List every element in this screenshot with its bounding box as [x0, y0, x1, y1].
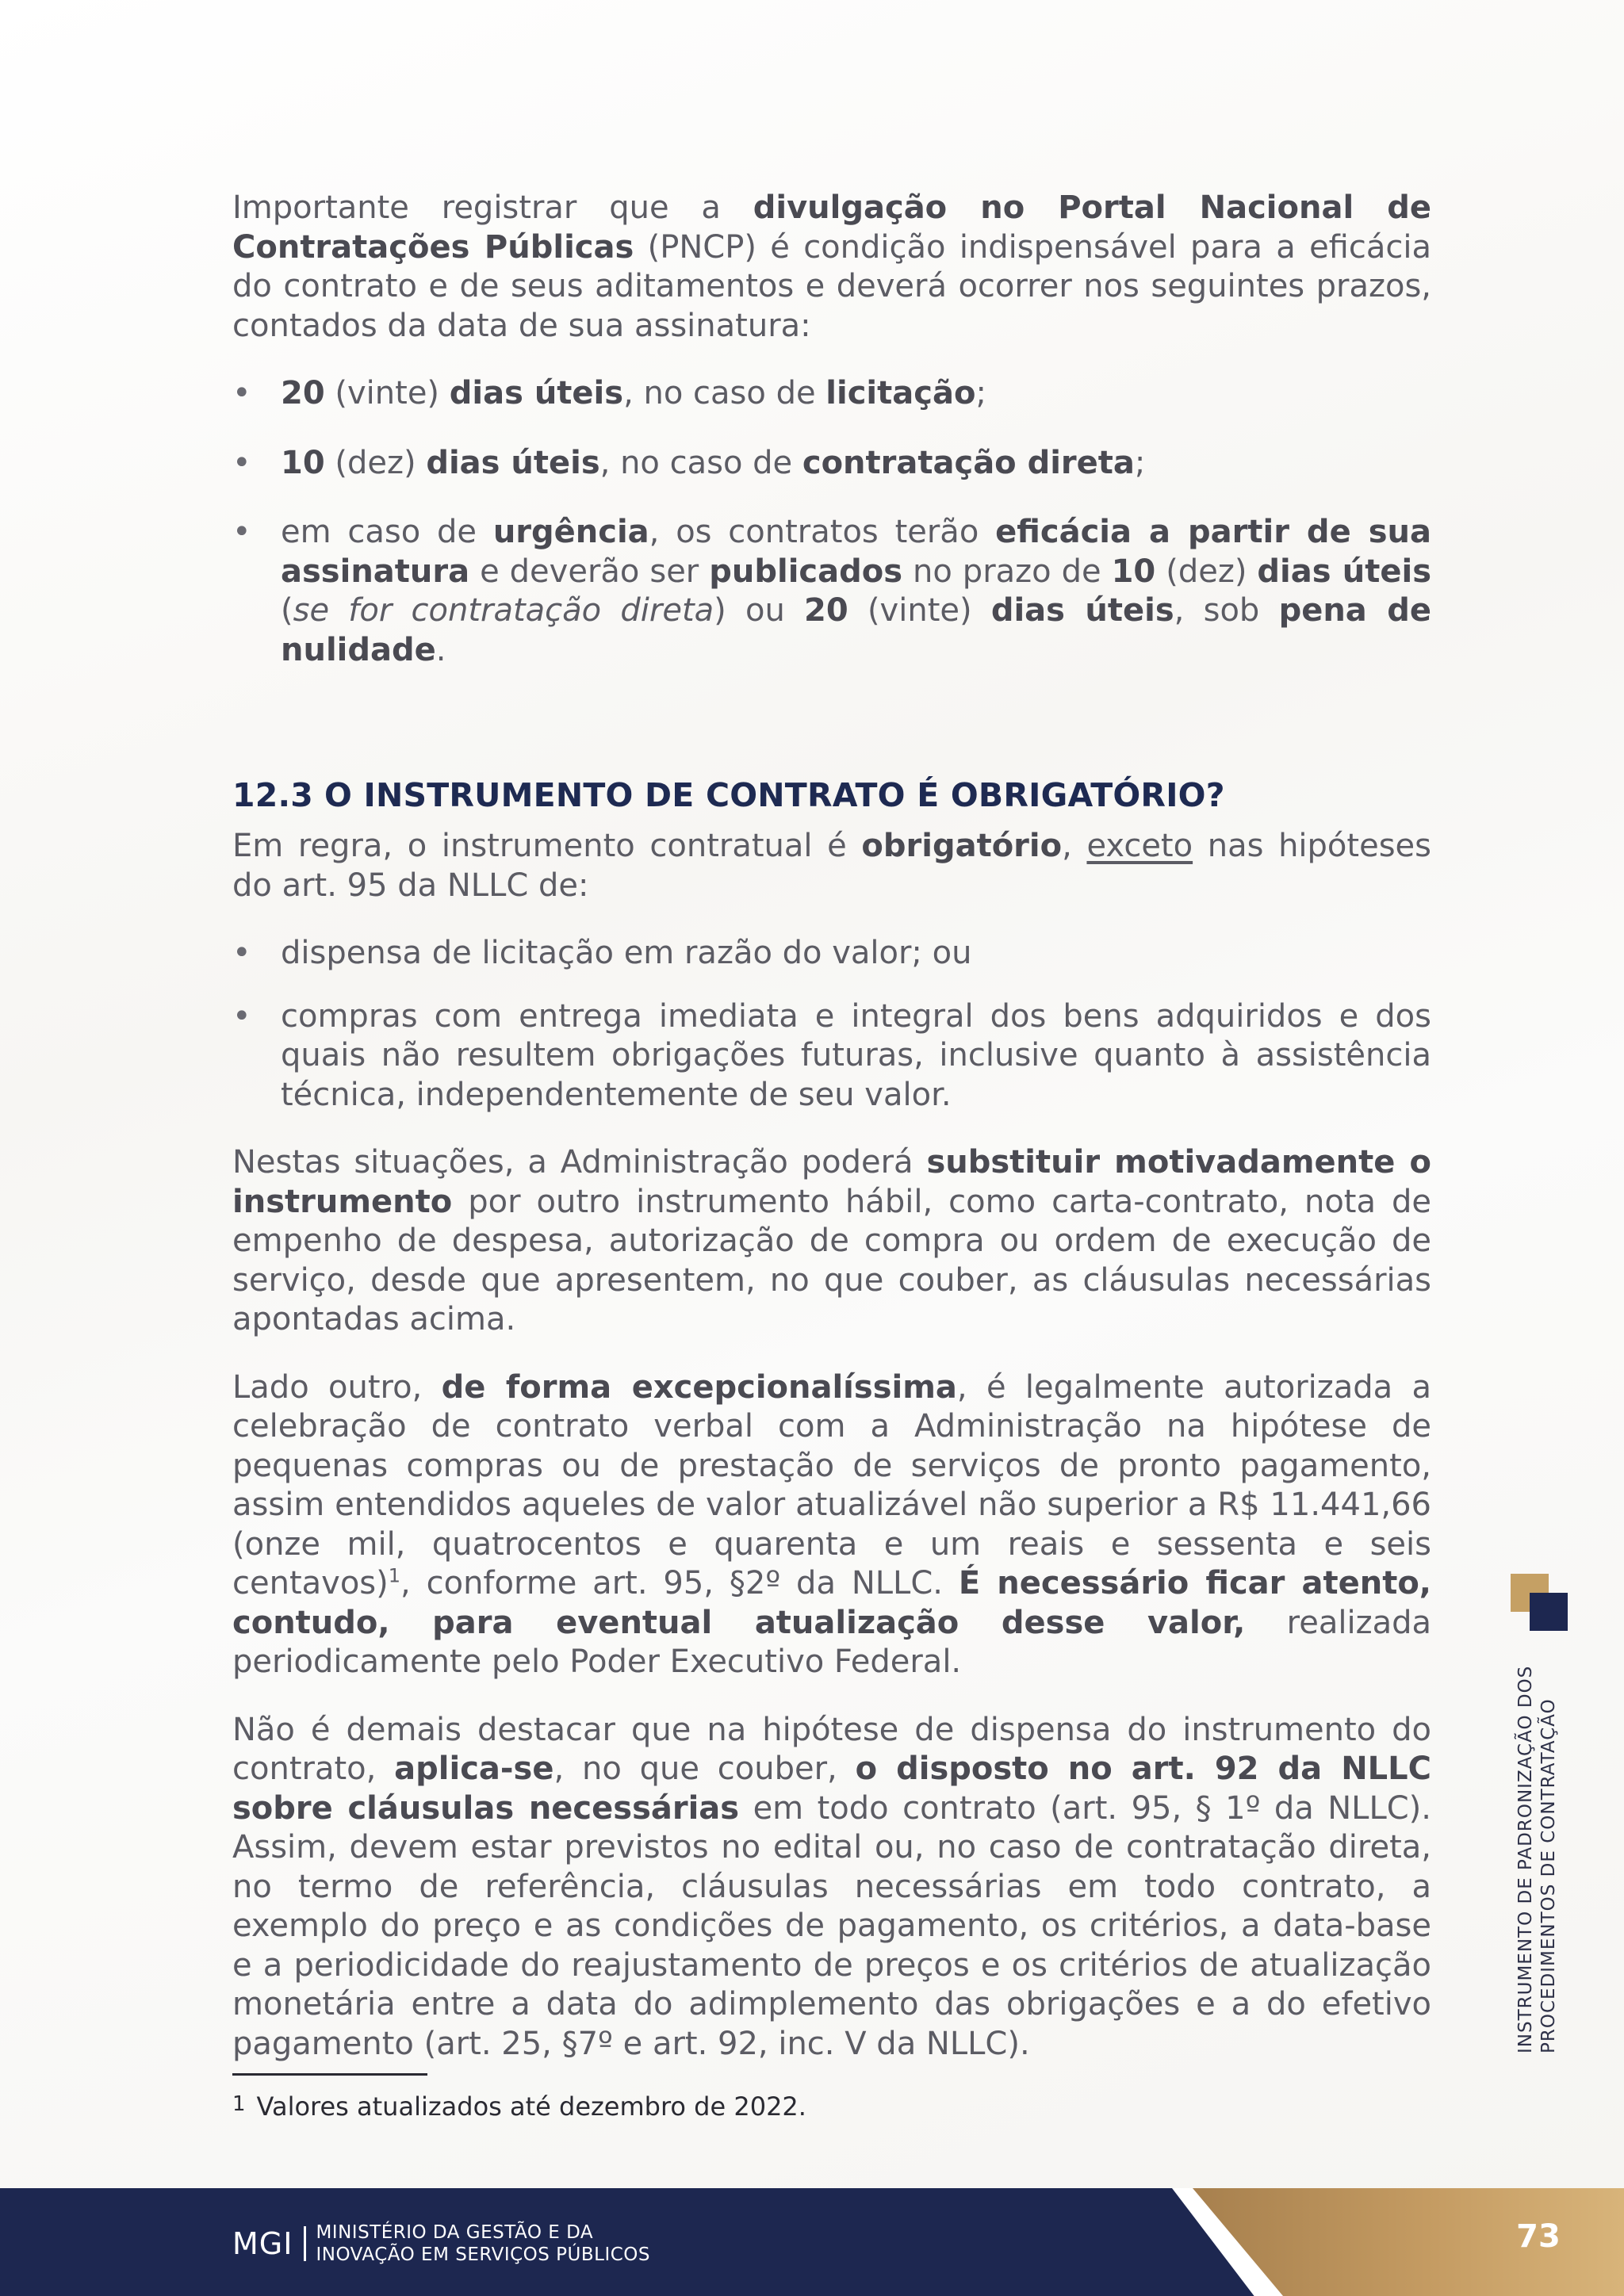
bullet-icon: •: [232, 444, 251, 481]
list-item: • 10 (dez) dias úteis, no caso de contratação direta;: [232, 444, 1431, 484]
footnote-mark: 1: [232, 2092, 246, 2116]
ministry-logo: [232, 2221, 650, 2266]
side-document-label: INSTRUMENTO DE PADRONIZAÇÃO DOS PROCEDIMENTOS DE CONTRATAÇÃO: [1515, 1665, 1559, 2053]
prazos-list: [232, 374, 1431, 670]
regra-paragraph: Em regra, o instrumento contratual é obrigatório, exceto nas hipóteses do art. 95 da NLLC de:: [232, 828, 1431, 904]
mgi-logo-text: MGI: [232, 2226, 293, 2261]
intro-paragraph: Importante registrar que a divulgação no Portal Nacional de Contratações Públicas (PNCP) é condição indispensável para a eficácia do contrato e de seus aditamentos e deverá ocorrer nos seguintes prazos, contados da data de sua assinatura:: [232, 189, 1431, 344]
dispensa-paragraph: Não é demais destacar que na hipótese de dispensa do instrumento do contrato, aplica-se, no que couber, o disposto no art. 92 da NLLC sobre cláusulas necessárias em todo contrato (art. 95, § 1º da NLLC). Assim, devem estar previstos no edital ou, no caso de contratação direta, no termo de referência, cláusulas necessárias em todo contrato, a exemplo do preço e as condições de pagamento, os critérios, a data-base e a periodicidade do reajustamento de preços e os critérios de atualização monetária entre a data do adimplemento das obrigações e a do efetivo pagamento (art. 25, §7º e art. 92, inc. V da NLLC).: [232, 1711, 1432, 2062]
footnote-text: Valores atualizados até dezembro de 2022.: [256, 2091, 806, 2122]
contrato-verbal-paragraph: Lado outro, de forma excepcionalíssima, é legalmente autorizada a celebração de contrato verbal com a Administração na hipótese de pequenas compras ou de prestação de serviços de pronto pagamento, assim entendidos aqueles de valor atualizável não superior a R$ 11.441,66 (onze mil, quatrocentos e quarenta e um reais e sessenta e seis centavos)$^1$, conforme art. 95, §2º da NLLC. É necessário ficar atento, contudo, para eventual atualização desse valor, realizada periodicamente pelo Poder Executivo Federal.: [232, 1368, 1432, 1680]
page-number: 73: [1516, 2218, 1561, 2255]
bullet-icon: •: [232, 935, 251, 971]
ministry-name: MINISTÉRIO DA GESTÃO E DA INOVAÇÃO EM SERVIÇOS PÚBLICOS: [316, 2222, 651, 2265]
bullet-icon: •: [232, 514, 251, 550]
footnote-reference: 1: [388, 1564, 401, 1587]
footnote-divider: [232, 2073, 427, 2076]
list-item: • dispensa de licitação em razão do valor; ou: [232, 934, 1431, 974]
situacoes-paragraph: Nestas situações, a Administração poderá substituir motivadamente o instrumento por outro instrumento hábil, como carta-contrato, nota de empenho de despesa, autorização de compra ou ordem de execução de serviço, desde que apresentem, no que couber, as cláusulas necessárias apontadas acima.: [232, 1144, 1431, 1337]
logo-separator: [304, 2226, 306, 2261]
list-item: • 20 (vinte) dias úteis, no caso de licitação;: [232, 374, 1431, 414]
section-title: O INSTRUMENTO DE CONTRATO É OBRIGATÓRIO?: [324, 776, 1225, 814]
list-item: • em caso de urgência, os contratos terão eficácia a partir de sua assinatura e deverão ser publicados no prazo de 10 (dez) dias úteis (se for contratação direta) ou 20 (vinte) dias úteis, sob pena de nulidade.: [232, 514, 1431, 668]
section-heading: [232, 775, 1431, 816]
side-logo-icon: [1511, 1574, 1568, 1631]
underlined-exceto: exceto: [1086, 828, 1193, 864]
list-item: • compras com entrega imediata e integral dos bens adquiridos e dos quais não resultem obrigações futuras, inclusive quanto à assistência técnica, independentemente de seu valor.: [232, 997, 1431, 1113]
document-body: [232, 189, 1431, 2124]
section-number: 12.3: [232, 776, 313, 814]
hipoteses-list: [232, 934, 1431, 1115]
bullet-icon: •: [232, 375, 251, 411]
footnote: [232, 2087, 1431, 2124]
bullet-icon: •: [232, 997, 251, 1035]
